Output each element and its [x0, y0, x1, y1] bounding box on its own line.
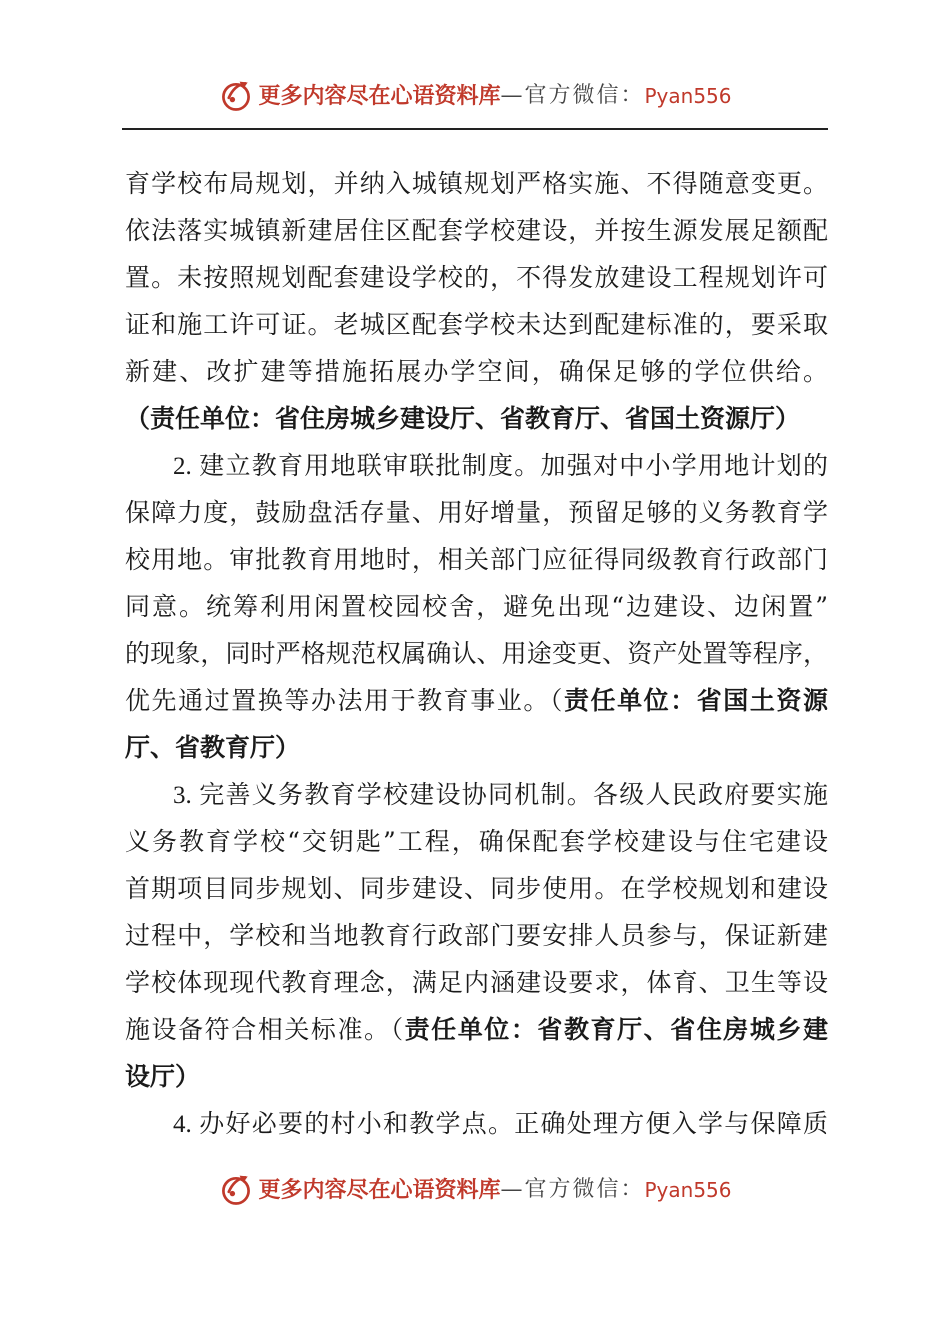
text-line: [125, 348, 828, 395]
item-number: 4.: [173, 1111, 200, 1138]
header-dash: —: [500, 83, 525, 108]
item-number: 3.: [173, 782, 200, 809]
text-segment: 置。未按照规划配套建设学校的，不得发放建设工程规划许可: [125, 263, 828, 292]
header-wechat-label: 官方微信：: [524, 83, 645, 108]
text-segment: 建立教育用地联审联批制度。加强对中小学用地计划的: [199, 451, 828, 480]
text-segment: 优先通过置换等办法用于教育事业。（: [125, 686, 564, 715]
text-segment: 证和施工许可证。老城区配套学校未达到配建标准的，要采取: [125, 310, 828, 339]
footer-wechat-account: Pyan556: [644, 1178, 732, 1202]
text-line: [125, 536, 828, 583]
document-body: [125, 160, 828, 1147]
text-segment: 依法落实城镇新建居住区配套学校建设，并按生源发展足额配: [125, 216, 828, 245]
text-line: [125, 160, 828, 207]
text-line: [125, 818, 828, 865]
text-segment: 施设备符合相关标准。（: [125, 1015, 405, 1044]
text-line: [125, 583, 828, 630]
footer-dash: —: [500, 1177, 525, 1202]
responsibility-text: （责任单位：省住房城乡建设厅、省教育厅、省国土资源厅）: [125, 404, 801, 433]
responsibility-text: 责任单位：省教育厅、省住房城乡建: [404, 1015, 828, 1044]
text-line: [125, 395, 828, 442]
responsibility-text: 责任单位：省国土资源: [563, 686, 828, 715]
header-wechat-account: Pyan556: [644, 84, 732, 108]
text-segment: 同意。统筹利用闲置校园校舍，避免出现“边建设、边闲置”: [125, 592, 828, 621]
responsibility-text: 设厅）: [125, 1062, 201, 1091]
responsibility-text: 厅、省教育厅）: [125, 733, 301, 762]
text-line: [125, 959, 828, 1006]
text-line: [125, 489, 828, 536]
header-banner: [0, 78, 950, 114]
text-segment: 首期项目同步规划、同步建设、同步使用。在学校规划和建设: [125, 874, 828, 903]
text-line: [125, 677, 828, 724]
text-line: [125, 724, 828, 771]
text-segment: 义务教育学校“交钥匙”工程，确保配套学校建设与住宅建设: [125, 827, 828, 856]
item-number: 2.: [173, 453, 200, 480]
text-segment: 新建、改扩建等措施拓展办学空间，确保足够的学位供给。: [125, 357, 828, 386]
text-line: [125, 442, 828, 489]
text-line: [125, 207, 828, 254]
text-segment: 的现象，同时严格规范权属确认、用途变更、资产处置等程序，: [125, 639, 828, 668]
text-line: [125, 771, 828, 818]
footer-wechat-label: 官方微信：: [524, 1177, 645, 1202]
text-segment: 完善义务教育学校建设协同机制。各级人民政府要实施: [199, 780, 828, 809]
text-line: [125, 1053, 828, 1100]
text-line: [125, 1006, 828, 1053]
text-line: [125, 254, 828, 301]
footer-banner: [0, 1172, 950, 1208]
text-segment: 学校体现现代教育理念，满足内涵建设要求，体育、卫生等设: [125, 968, 828, 997]
text-segment: 保障力度，鼓励盘活存量、用好增量，预留足够的义务教育学: [125, 498, 828, 527]
text-segment: 育学校布局规划，并纳入城镇规划严格实施、不得随意变更。: [125, 169, 828, 198]
text-segment: 校用地。审批教育用地时，相关部门应征得同级教育行政部门: [125, 545, 828, 574]
text-line: [125, 301, 828, 348]
header-divider: [122, 128, 828, 130]
brand-logo-icon: [218, 78, 254, 114]
text-line: [125, 865, 828, 912]
brand-logo-icon: [218, 1172, 254, 1208]
text-line: [125, 912, 828, 959]
text-segment: 办好必要的村小和教学点。正确处理方便入学与保障质: [199, 1109, 828, 1138]
text-segment: 过程中，学校和当地教育行政部门要安排人员参与，保证新建: [125, 921, 828, 950]
text-line: [125, 630, 828, 677]
header-brand-text: 更多内容尽在心语资料库: [258, 83, 501, 109]
footer-brand-text: 更多内容尽在心语资料库: [258, 1177, 501, 1203]
text-line: [125, 1100, 828, 1147]
